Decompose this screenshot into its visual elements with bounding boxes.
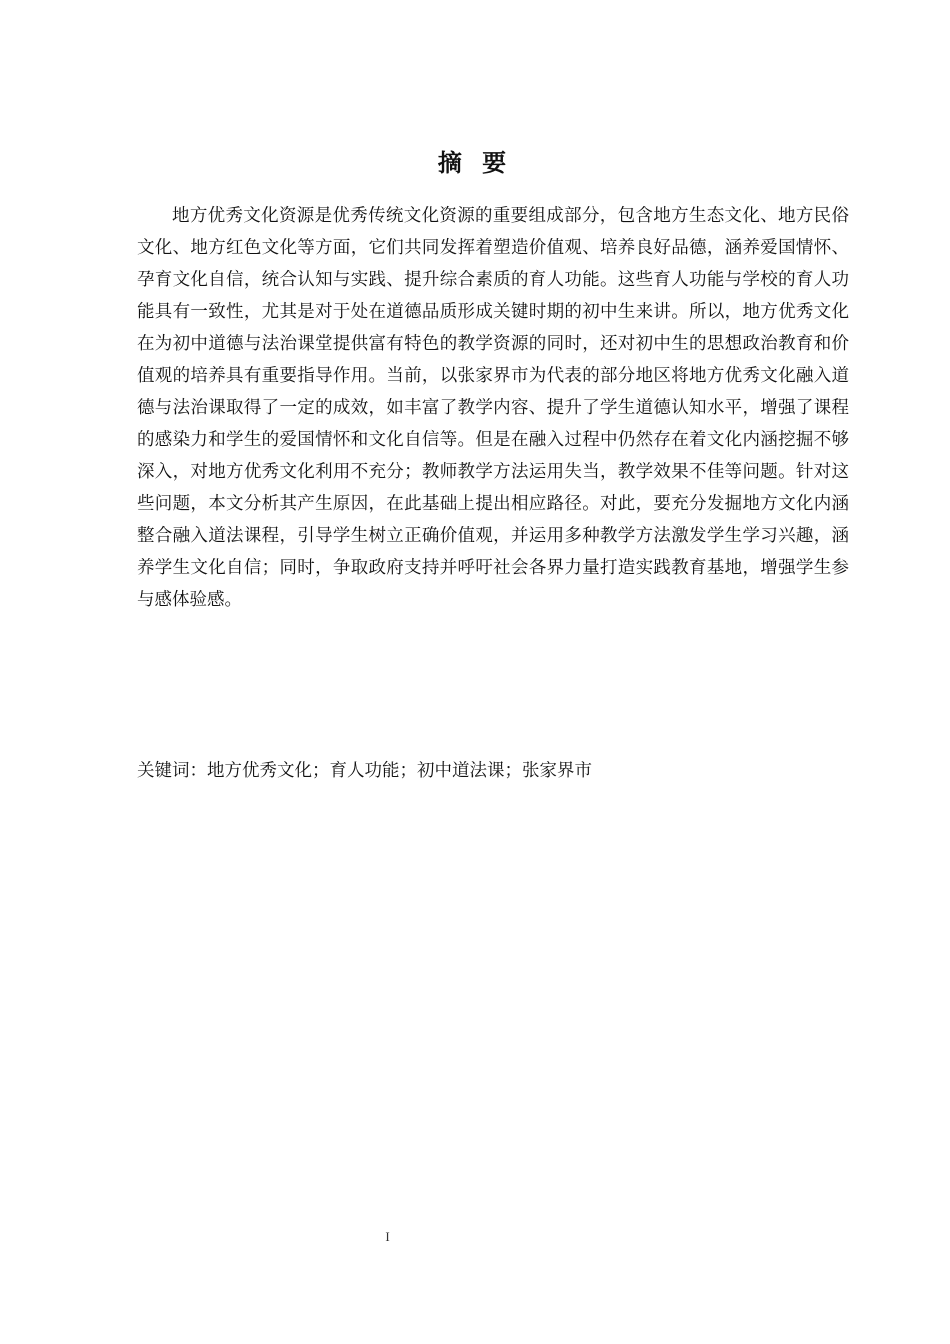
abstract-body: 地方优秀文化资源是优秀传统文化资源的重要组成部分，包含地方生态文化、地方民俗文化、地方红色文化等方面，它们共同发挥着塑造价值观、培养良好品德，涵养爱国情怀、孕育文化自信，统合认知与实践、提升综合素质的育人功能。这些育人功能与学校的育人功能具有一致性，尤其是对于处在道德品质形成关键时期的初中生来讲。所以，地方优秀文化在为初中道德与法治课堂提供富有特色的教学资源的同时，还对初中生的思想政治教育和价值观的培养具有重要指导作用。当前，以张家界市为代表的部分地区将地方优秀文化融入道德与法治课取得了一定的成效，如丰富了教学内容、提升了学生道德认知水平，增强了课程的感染力和学生的爱国情怀和文化自信等。但是在融入过程中仍然存在着文化内涵挖掘不够深入，对地方优秀文化利用不充分；教师教学方法运用失当，教学效果不佳等问题。针对这些问题，本文分析其产生原因，在此基础上提出相应路径。对此，要充分发掘地方文化内涵整合融入道法课程，引导学生树立正确价值观，并运用多种教学方法激发学生学习兴趣，涵养学生文化自信；同时，争取政府支持并呼吁社会各界力量打造实践教育基地，增强学生参与感体验感。 — [137, 206, 849, 610]
page-number: I — [385, 1229, 390, 1244]
keywords-line: 关键词：地方优秀文化；育人功能；初中道法课；张家界市 — [137, 761, 592, 781]
abstract-title: 摘 要 — [437, 149, 513, 177]
